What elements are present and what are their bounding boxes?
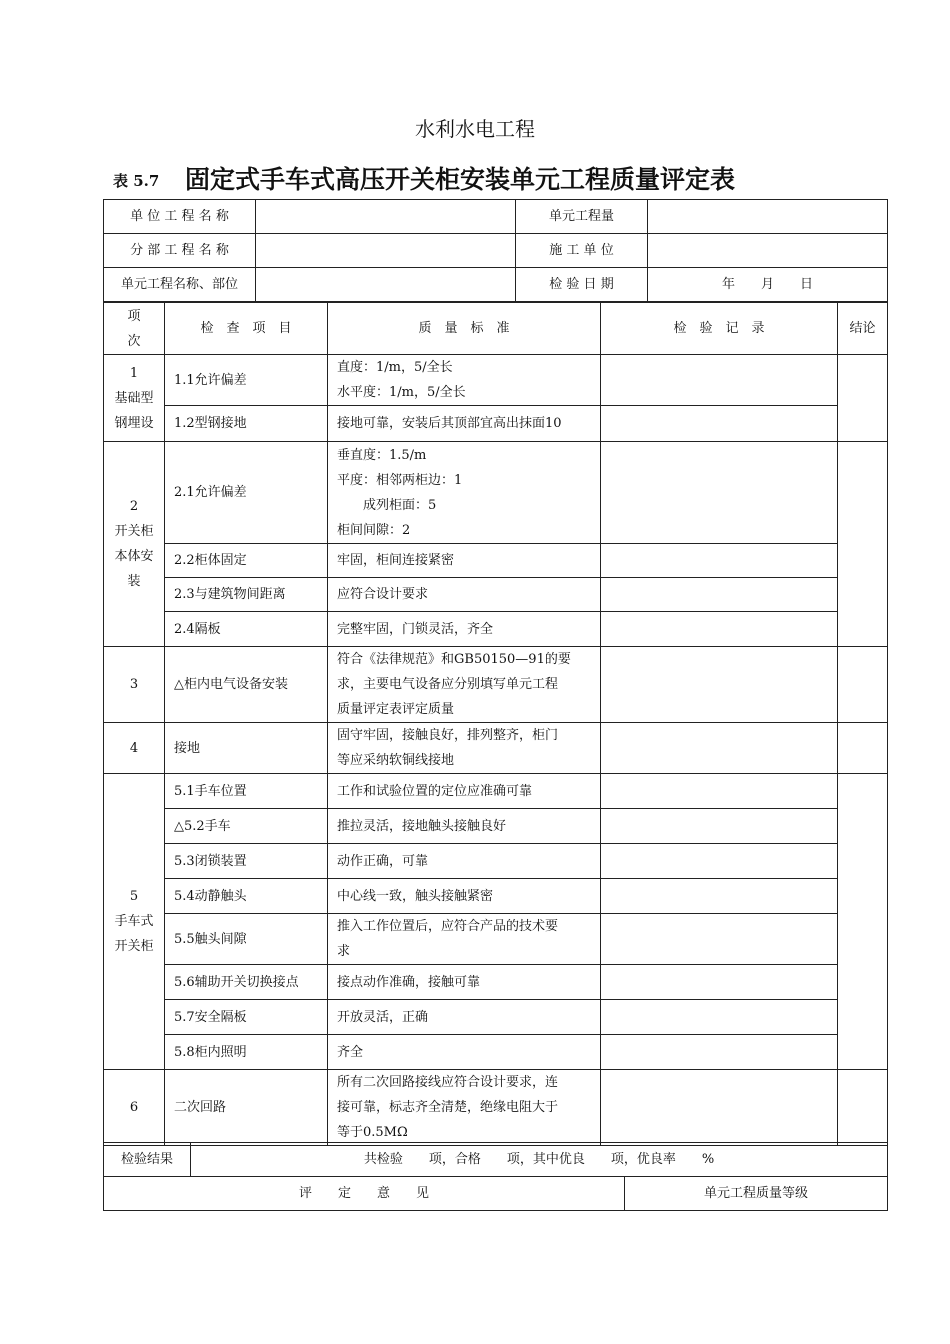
record-cell[interactable] xyxy=(601,544,838,578)
record-cell[interactable] xyxy=(601,578,838,612)
record-cell[interactable] xyxy=(601,647,838,723)
category-cell: 3 xyxy=(104,647,165,723)
table-row xyxy=(104,1070,888,1146)
check-item-cell: 接地 xyxy=(165,723,328,774)
inspection-date-label: 检 验 日 期 xyxy=(516,268,648,302)
table-row xyxy=(104,612,888,647)
record-cell[interactable] xyxy=(601,723,838,774)
result-text[interactable]: 共检验 项，合格 项，其中优良 项，优良率 % xyxy=(191,1143,888,1177)
standard-cell: 动作正确，可靠 xyxy=(328,844,601,879)
conclusion-cell[interactable] xyxy=(838,723,888,774)
check-item-cell: 5.8柜内照明 xyxy=(165,1035,328,1070)
table-row xyxy=(104,647,888,723)
check-item-cell: 二次回路 xyxy=(165,1070,328,1146)
record-cell[interactable] xyxy=(601,844,838,879)
unit-name-location-field[interactable] xyxy=(256,268,516,302)
standard-cell: 推入工作位置后，应符合产品的技术要 求 xyxy=(328,914,601,965)
col-record: 检 验 记 录 xyxy=(601,303,838,355)
result-label: 检验结果 xyxy=(104,1143,191,1177)
standard-cell: 固守牢固，接触良好，排列整齐，柜门 等应采纳软铜线接地 xyxy=(328,723,601,774)
standard-cell: 完整牢固，门锁灵活，齐全 xyxy=(328,612,601,647)
check-item-cell: 5.3闭锁装置 xyxy=(165,844,328,879)
table-row xyxy=(104,774,888,809)
table-row xyxy=(104,406,888,442)
table-row xyxy=(104,914,888,965)
standard-cell: 接地可靠，安装后其顶部宜高出抹面10 xyxy=(328,406,601,442)
standard-cell: 中心线一致，触头接触紧密 xyxy=(328,879,601,914)
standard-cell: 接点动作准确，接触可靠 xyxy=(328,965,601,1000)
record-cell[interactable] xyxy=(601,774,838,809)
check-item-cell: 5.4动静触头 xyxy=(165,879,328,914)
check-item-cell: △柜内电气设备安装 xyxy=(165,647,328,723)
check-item-cell: 5.7安全隔板 xyxy=(165,1000,328,1035)
standard-cell: 牢固，柜间连接紧密 xyxy=(328,544,601,578)
col-item-no: 项 次 xyxy=(104,303,165,355)
category-cell: 4 xyxy=(104,723,165,774)
unit-quantity-field[interactable] xyxy=(648,200,888,234)
unit-project-label: 单 位 工 程 名 称 xyxy=(104,200,256,234)
record-cell[interactable] xyxy=(601,406,838,442)
page-title: 固定式手车式高压开关柜安装单元工程质量评定表 xyxy=(185,165,736,194)
conclusion-cell[interactable] xyxy=(838,1070,888,1146)
standard-cell: 直度：1/m，5/全长 水平度：1/m，5/全长 xyxy=(328,355,601,406)
construction-unit-field[interactable] xyxy=(648,234,888,268)
conclusion-cell[interactable] xyxy=(838,774,888,1070)
title-row xyxy=(113,160,913,196)
record-cell[interactable] xyxy=(601,1070,838,1146)
check-item-cell: 5.5触头间隙 xyxy=(165,914,328,965)
main-table xyxy=(103,302,888,1146)
record-cell[interactable] xyxy=(601,965,838,1000)
category-cell: 2 开关柜 本体安 装 xyxy=(104,442,165,647)
standard-cell: 推拉灵活，接地触头接触良好 xyxy=(328,809,601,844)
inspection-date-field[interactable]: 年 月 日 xyxy=(648,268,888,302)
record-cell[interactable] xyxy=(601,355,838,406)
check-item-cell: 2.1允许偏差 xyxy=(165,442,328,544)
table-row xyxy=(104,723,888,774)
col-check-item: 检 查 项 目 xyxy=(165,303,328,355)
table-number: 表 5.7 xyxy=(113,172,160,190)
table-row xyxy=(104,544,888,578)
conclusion-cell[interactable] xyxy=(838,442,888,647)
unit-quantity-label: 单元工程量 xyxy=(516,200,648,234)
header-org: 水利水电工程 xyxy=(415,117,535,141)
check-item-cell: 2.4隔板 xyxy=(165,612,328,647)
standard-cell: 垂直度：1.5/m 平度：相邻两柜边：1 成列柜面：5 柜间间隙：2 xyxy=(328,442,601,544)
record-cell[interactable] xyxy=(601,809,838,844)
category-cell: 5 手车式 开关柜 xyxy=(104,774,165,1070)
opinion-label: 评 定 意 见 xyxy=(104,1177,625,1211)
table-row xyxy=(104,442,888,544)
standard-cell: 所有二次回路接线应符合设计要求，连 接可靠，标志齐全清楚，绝缘电阻大于 等于0.5MΩ xyxy=(328,1070,601,1146)
record-cell[interactable] xyxy=(601,1035,838,1070)
table-row xyxy=(104,1000,888,1035)
col-conclusion: 结论 xyxy=(838,303,888,355)
table-row xyxy=(104,844,888,879)
conclusion-cell[interactable] xyxy=(838,355,888,442)
sub-project-field[interactable] xyxy=(256,234,516,268)
standard-cell: 应符合设计要求 xyxy=(328,578,601,612)
table-row xyxy=(104,355,888,406)
check-item-cell: 2.2柜体固定 xyxy=(165,544,328,578)
category-cell: 6 xyxy=(104,1070,165,1146)
check-item-cell: △5.2手车 xyxy=(165,809,328,844)
standard-cell: 符合《法律规范》和GB50150—91的要 求，主要电气设备应分别填写单元工程 质量评定表评定质量 xyxy=(328,647,601,723)
conclusion-cell[interactable] xyxy=(838,647,888,723)
record-cell[interactable] xyxy=(601,442,838,544)
footer-table xyxy=(103,1142,888,1211)
table-row xyxy=(104,965,888,1000)
unit-name-location-label: 单元工程名称、部位 xyxy=(104,268,256,302)
check-item-cell: 2.3与建筑物间距离 xyxy=(165,578,328,612)
table-row xyxy=(104,1035,888,1070)
sub-project-label: 分 部 工 程 名 称 xyxy=(104,234,256,268)
check-item-cell: 1.2型钢接地 xyxy=(165,406,328,442)
check-item-cell: 5.1手车位置 xyxy=(165,774,328,809)
col-standard: 质 量 标 准 xyxy=(328,303,601,355)
check-item-cell: 5.6辅助开关切换接点 xyxy=(165,965,328,1000)
record-cell[interactable] xyxy=(601,1000,838,1035)
meta-table xyxy=(103,199,888,302)
table-row xyxy=(104,879,888,914)
table-row xyxy=(104,578,888,612)
check-item-cell: 1.1允许偏差 xyxy=(165,355,328,406)
construction-unit-label: 施 工 单 位 xyxy=(516,234,648,268)
category-cell: 1 基础型 钢埋设 xyxy=(104,355,165,442)
standard-cell: 工作和试验位置的定位应准确可靠 xyxy=(328,774,601,809)
standard-cell: 开放灵活，正确 xyxy=(328,1000,601,1035)
record-cell[interactable] xyxy=(601,914,838,965)
unit-project-field[interactable] xyxy=(256,200,516,234)
grade-label: 单元工程质量等级 xyxy=(625,1177,888,1211)
record-cell[interactable] xyxy=(601,612,838,647)
table-row xyxy=(104,809,888,844)
standard-cell: 齐全 xyxy=(328,1035,601,1070)
record-cell[interactable] xyxy=(601,879,838,914)
